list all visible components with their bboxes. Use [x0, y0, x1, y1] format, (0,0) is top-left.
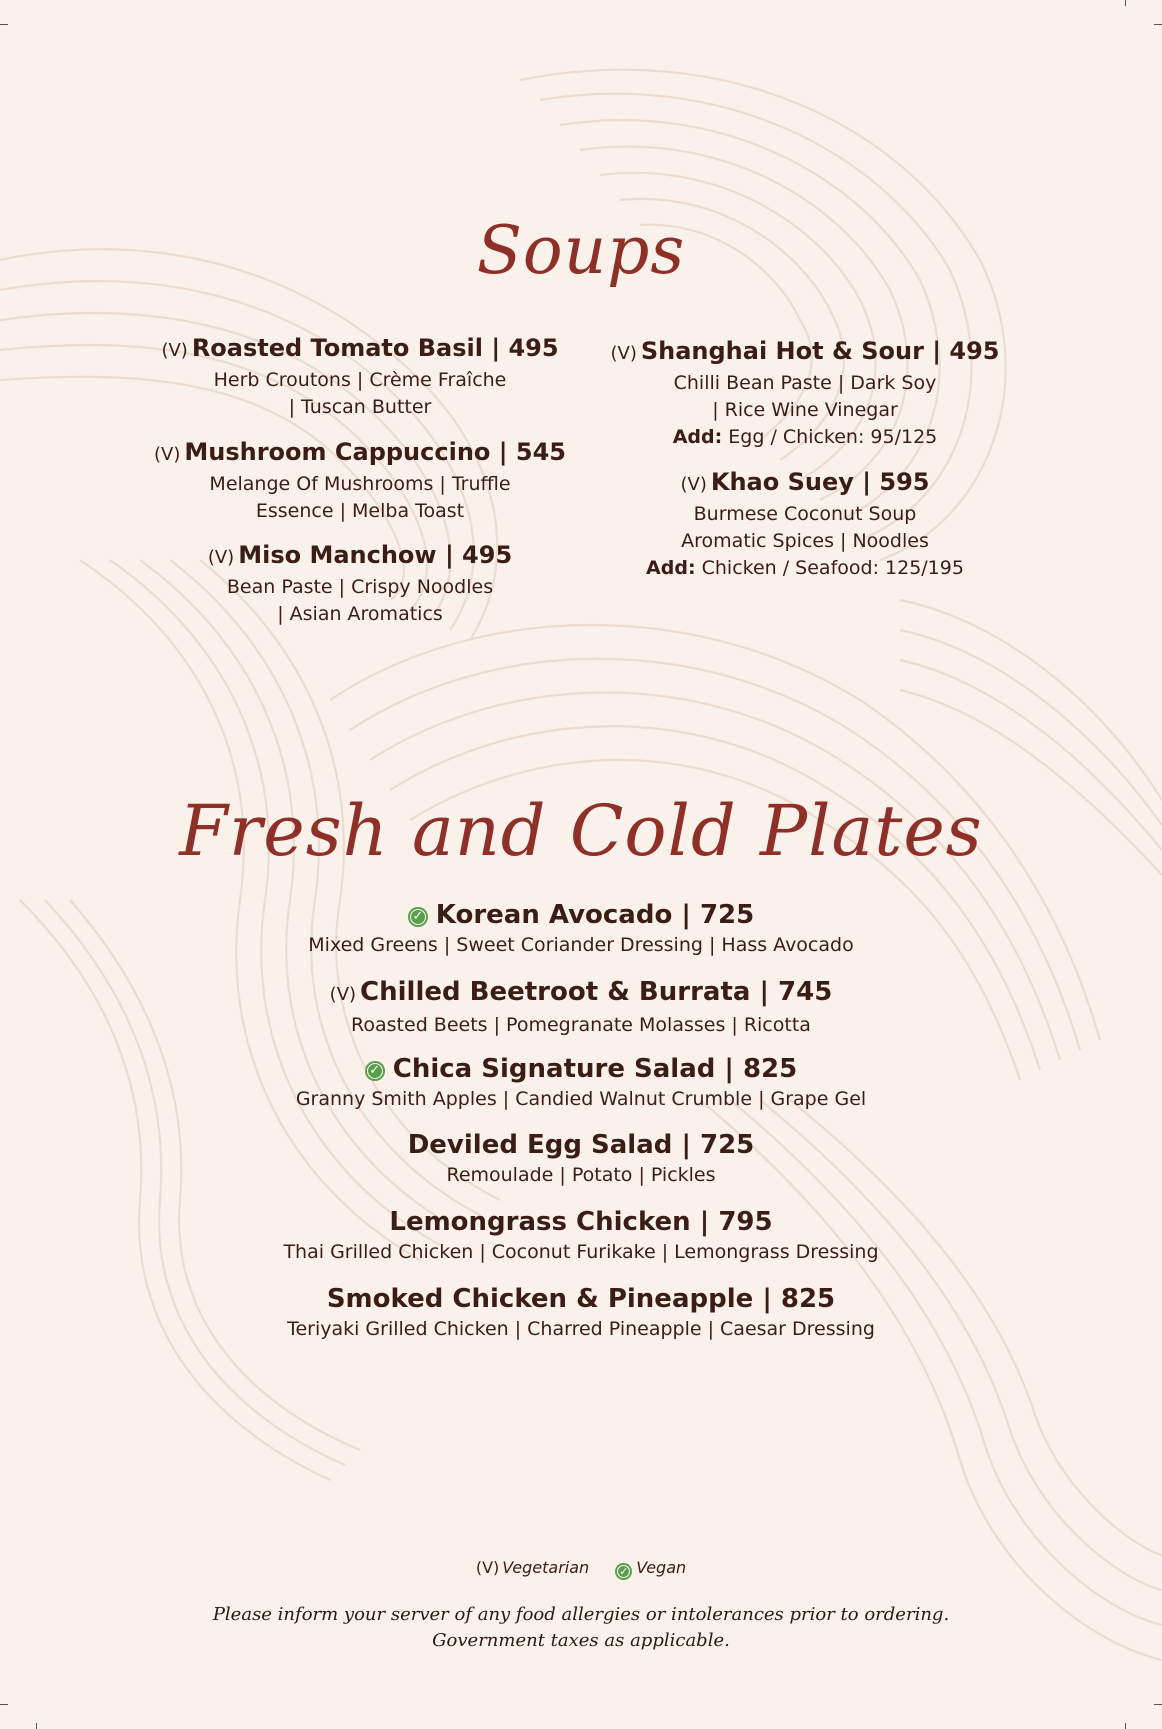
- crop-mark-bottom-left-v: [36, 1723, 37, 1729]
- cold-plate-head: [0, 898, 1162, 932]
- cold-plate-item: [0, 898, 1162, 958]
- soups-title: Soups: [476, 212, 686, 289]
- soup-desc-line: | Rice Wine Vinegar: [712, 399, 898, 421]
- vegetarian-tag: (V): [154, 444, 181, 465]
- cold-plate-name: Deviled Egg Salad: [407, 1130, 673, 1160]
- cold-plate-name: Lemongrass Chicken: [389, 1207, 691, 1237]
- vegetarian-tag: (V): [329, 984, 357, 1005]
- soup-desc-line: Aromatic Spices | Noodles: [681, 530, 929, 552]
- crop-mark-top-left: [0, 24, 8, 25]
- soup-item: [110, 332, 610, 421]
- allergy-note-line: Please inform your server of any food allergies or intolerances prior to ordering.: [212, 1604, 950, 1625]
- cold-plate-price: | 795: [699, 1207, 773, 1237]
- soup-price: | 495: [444, 541, 513, 569]
- soup-item-head: [110, 436, 610, 471]
- add-label: Add:: [646, 557, 696, 579]
- soup-item: [110, 436, 610, 525]
- crop-mark-bottom-right-v: [1125, 1723, 1126, 1729]
- vegetarian-tag: (V): [610, 343, 637, 364]
- soup-price: | 595: [862, 468, 930, 496]
- add-text: Egg / Chicken: 95/125: [728, 426, 938, 448]
- tax-note-line: Government taxes as applicable.: [432, 1630, 730, 1651]
- soup-desc-line: Burmese Coconut Soup: [693, 503, 917, 525]
- soup-desc-line: Essence | Melba Toast: [255, 500, 465, 522]
- soup-desc-line: Herb Croutons | Crème Fraîche: [213, 369, 507, 391]
- soup-price: | 495: [932, 337, 1000, 365]
- soup-add-line: [555, 424, 1055, 451]
- legend-vegan-label: Vegan: [636, 1558, 687, 1577]
- cold-plate-price: | 745: [759, 977, 833, 1007]
- soup-name: Khao Suey: [710, 468, 854, 496]
- cold-plate-desc: Teriyaki Grilled Chicken | Charred Pineapple | Caesar Dressing: [287, 1318, 875, 1340]
- add-text: Chicken / Seafood: 125/195: [701, 557, 964, 579]
- soup-item-head: [110, 332, 610, 367]
- soup-name: Shanghai Hot & Sour: [640, 337, 924, 365]
- cold-plate-desc: Roasted Beets | Pomegranate Molasses | Ricotta: [351, 1014, 811, 1036]
- cold-plate-head: [0, 975, 1162, 1012]
- cold-plate-item: [0, 1205, 1162, 1265]
- add-label: Add:: [672, 426, 723, 448]
- soup-item: [555, 466, 1055, 582]
- soup-name: Miso Manchow: [238, 541, 437, 569]
- legend: [0, 1558, 1162, 1580]
- vegetarian-tag: (V): [680, 474, 707, 495]
- soup-name: Mushroom Cappuccino: [184, 438, 491, 466]
- cold-plate-head: [0, 1282, 1162, 1316]
- check-circle-icon: ✓: [408, 907, 428, 927]
- cold-plate-head: [0, 1052, 1162, 1086]
- crop-mark-top-right: [1154, 24, 1162, 25]
- cold-plate-desc: Thai Grilled Chicken | Coconut Furikake | Lemongrass Dressing: [283, 1241, 879, 1263]
- cold-plate-desc: Remoulade | Potato | Pickles: [446, 1164, 716, 1186]
- soup-item: [110, 539, 610, 628]
- check-circle-icon: ✓: [365, 1061, 385, 1081]
- cold-plate-item: [0, 1282, 1162, 1342]
- vegetarian-tag: (V): [207, 547, 235, 568]
- soup-item: [555, 335, 1055, 451]
- cold-plate-head: [0, 1128, 1162, 1162]
- cold-plate-price: | 825: [762, 1284, 836, 1314]
- cold-plate-desc: Mixed Greens | Sweet Coriander Dressing | Hass Avocado: [308, 934, 854, 956]
- cold-plate-item: [0, 1052, 1162, 1112]
- crop-mark-bottom-left: [0, 1704, 8, 1705]
- legend-vegetarian-label: Vegetarian: [502, 1558, 590, 1577]
- soup-add-line: [555, 555, 1055, 582]
- cold-plate-name: Chica Signature Salad: [392, 1054, 716, 1084]
- soup-item-head: [110, 539, 610, 574]
- check-circle-icon: ✓: [615, 1563, 632, 1580]
- cold-plate-head: [0, 1205, 1162, 1239]
- cold-plate-price: | 725: [681, 900, 755, 930]
- cold-plate-item: [0, 1128, 1162, 1188]
- cold-plate-item: [0, 975, 1162, 1038]
- cold-plate-desc: Granny Smith Apples | Candied Walnut Crumble | Grape Gel: [295, 1088, 867, 1110]
- cold-plates-title: Fresh and Cold Plates: [179, 790, 983, 872]
- cold-plate-name: Smoked Chicken & Pineapple: [326, 1284, 754, 1314]
- crop-mark-bottom-right: [1154, 1704, 1162, 1705]
- cold-plate-name: Korean Avocado: [435, 900, 673, 930]
- cold-plate-price: | 825: [724, 1054, 798, 1084]
- soup-desc-line: | Asian Aromatics: [277, 603, 443, 625]
- legend-vegetarian-tag: (V): [475, 1558, 500, 1577]
- soup-desc-line: Bean Paste | Crispy Noodles: [226, 576, 494, 598]
- cold-plate-price: | 725: [681, 1130, 755, 1160]
- soup-price: | 495: [491, 334, 559, 362]
- soup-price: | 545: [498, 438, 566, 466]
- cold-plate-name: Chilled Beetroot & Burrata: [360, 977, 751, 1007]
- soup-item-head: [555, 466, 1055, 501]
- soup-name: Roasted Tomato Basil: [191, 334, 483, 362]
- allergy-note: [0, 1602, 1162, 1654]
- soup-desc-line: Chilli Bean Paste | Dark Soy: [673, 372, 937, 394]
- crop-mark-top-right-v: [1125, 0, 1126, 6]
- soup-item-head: [555, 335, 1055, 370]
- soup-desc-line: Melange Of Mushrooms | Truffle: [209, 473, 511, 495]
- soup-desc-line: | Tuscan Butter: [288, 396, 432, 418]
- vegetarian-tag: (V): [161, 340, 188, 361]
